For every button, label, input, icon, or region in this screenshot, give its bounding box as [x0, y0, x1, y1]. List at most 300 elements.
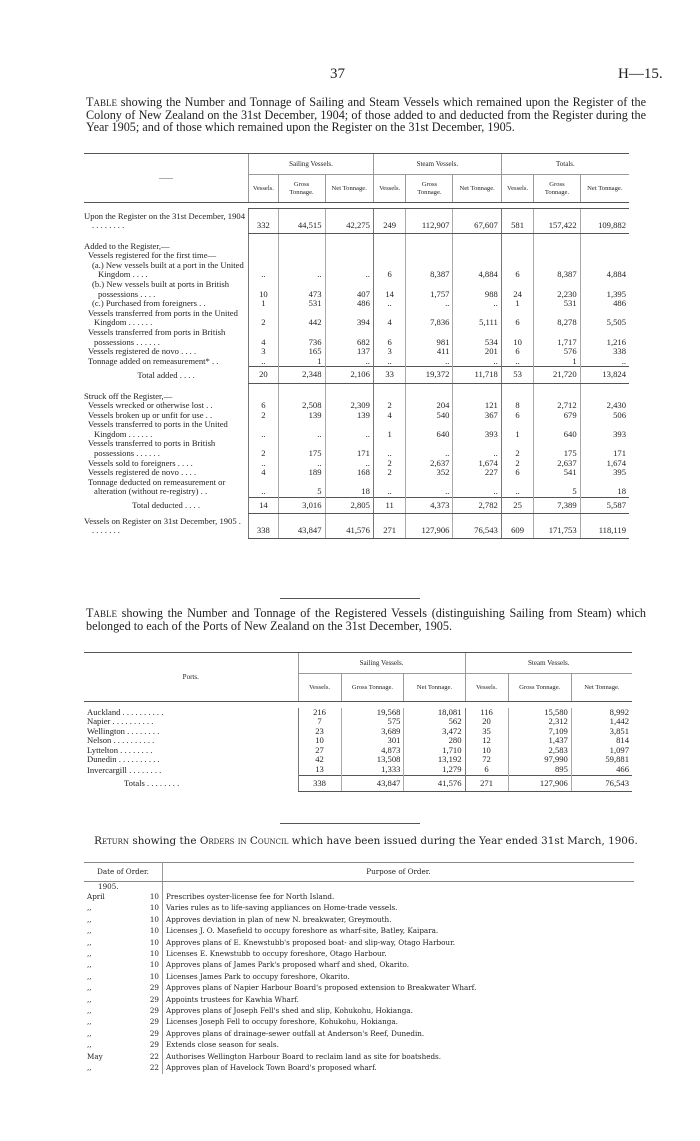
cell-value: 3,472 — [404, 727, 465, 737]
cell-value: 13,508 — [341, 755, 404, 765]
port-name: Lyttelton . . . . . . . . — [87, 744, 153, 755]
order-day: 29 — [132, 994, 162, 1005]
cell-value: 67,607 — [453, 209, 501, 234]
title-text: which have been issued during the Year ended 31st March, 1906. — [288, 835, 638, 847]
cell-value: 679 — [534, 411, 580, 421]
cell-value: 6 — [501, 261, 534, 280]
cell-value: 6 — [249, 401, 279, 411]
cell-value: 367 — [453, 411, 501, 421]
cell-value: 531 — [278, 299, 325, 309]
order-month: ,, — [87, 983, 92, 993]
cell-value — [373, 384, 406, 402]
cell-value: .. — [249, 261, 279, 280]
table3-title — [86, 835, 646, 848]
cell-value: 3,016 — [278, 497, 325, 514]
header-row — [84, 653, 632, 674]
order-day: 10 — [132, 914, 162, 925]
cell-value — [278, 251, 325, 261]
order-month: ,, — [87, 1006, 92, 1016]
order-purpose: Extends close season for seals. — [166, 1040, 279, 1050]
cell-value: 2,712 — [534, 401, 580, 411]
column-header: Vessels. — [501, 175, 534, 203]
cell-value: 116 — [465, 708, 508, 718]
cell-value: 4 — [373, 411, 406, 421]
cell-value: 338 — [580, 347, 629, 357]
cell-value: 204 — [406, 401, 453, 411]
order-day: 10 — [132, 925, 162, 936]
cell-value: 1 — [534, 357, 580, 367]
cell-value: 5,111 — [453, 309, 501, 328]
cell-value: 139 — [325, 411, 373, 421]
cell-value: 18 — [580, 478, 629, 497]
cell-value: .. — [278, 261, 325, 280]
cell-value — [249, 251, 279, 261]
cell-value: 4,373 — [406, 497, 453, 514]
row-label: Upon the Register on the 31st December, 1904 . . . . . . . . — [84, 210, 245, 231]
cell-value: 5,505 — [580, 309, 629, 328]
cell-value: .. — [406, 357, 453, 367]
ports-table — [84, 652, 632, 792]
row-label: (c.) Purchased from foreigners . . — [92, 298, 206, 309]
cell-value: 442 — [278, 309, 325, 328]
cell-value: 1,216 — [580, 328, 629, 347]
order-purpose: Licenses J. O. Masefield to occupy foreshore as wharf-site, Batley, Kaipara. — [166, 926, 439, 936]
order-purpose: Approves plan of Havelock Town Board's proposed wharf. — [166, 1063, 377, 1073]
table-row — [84, 367, 629, 384]
cell-value: 8,278 — [534, 309, 580, 328]
order-month: ,, — [87, 971, 92, 981]
table-row — [84, 261, 629, 280]
cell-value: 1 — [501, 299, 534, 309]
cell-value: 576 — [534, 347, 580, 357]
order-day: 29 — [132, 1005, 162, 1016]
orders-in-council-table — [84, 862, 634, 1074]
totals-row — [84, 775, 632, 792]
order-month: ,, — [87, 926, 92, 936]
cell-value: 3,689 — [341, 727, 404, 737]
order-month: ,, — [87, 914, 92, 924]
cell-value — [278, 234, 325, 252]
cell-value: 352 — [406, 468, 453, 478]
port-name: Napier . . . . . . . . . . — [87, 716, 154, 727]
cell-value: 486 — [580, 299, 629, 309]
cell-value: 175 — [534, 439, 580, 458]
port-name: Invercargill . . . . . . . . — [87, 764, 162, 775]
order-row — [84, 914, 634, 925]
cell-value: 2,430 — [580, 401, 629, 411]
cell-value — [453, 234, 501, 252]
table-row — [84, 478, 629, 497]
row-label: Vessels transferred to ports in the United Kingdom . . . . . . — [88, 419, 228, 439]
cell-value: 171 — [580, 439, 629, 458]
cell-value — [406, 234, 453, 252]
cell-value: 5,587 — [580, 497, 629, 514]
cell-value: 4,884 — [580, 261, 629, 280]
cell-value: 10 — [249, 280, 279, 299]
title-lead: Return — [94, 835, 130, 847]
cell-value: 486 — [325, 299, 373, 309]
cell-value: 1,674 — [453, 459, 501, 469]
cell-value: 393 — [580, 420, 629, 439]
order-day: 22 — [132, 1051, 162, 1062]
cell-value: 1 — [373, 420, 406, 439]
cell-value: 2,348 — [278, 367, 325, 384]
table-row — [84, 420, 629, 439]
cell-value: 1 — [501, 420, 534, 439]
cell-value: .. — [373, 439, 406, 458]
cell-value — [534, 251, 580, 261]
cell-value — [325, 251, 373, 261]
group-header: Sailing Vessels. — [298, 653, 465, 674]
cell-value — [501, 234, 534, 252]
cell-value — [325, 384, 373, 402]
cell-value: 506 — [580, 411, 629, 421]
cell-value: .. — [325, 357, 373, 367]
cell-value: 4 — [249, 468, 279, 478]
cell-value — [373, 251, 406, 261]
order-row — [84, 982, 634, 993]
cell-value: 534 — [453, 328, 501, 347]
order-day: 29 — [132, 1039, 162, 1050]
cell-value: 13,824 — [580, 367, 629, 384]
cell-value: 2,805 — [325, 497, 373, 514]
cell-value: 1 — [249, 299, 279, 309]
table-row — [84, 234, 629, 252]
cell-value — [249, 384, 279, 402]
order-purpose: Approves plans of E. Knewstubb's proposed boat- and slip-way, Otago Harbour. — [166, 937, 455, 947]
cell-value: .. — [373, 357, 406, 367]
title-lead: Table — [86, 606, 117, 620]
cell-value: 6 — [373, 328, 406, 347]
cell-value: 6 — [373, 261, 406, 280]
cell-value: 10 — [465, 746, 508, 756]
stub-header: —— — [84, 154, 249, 203]
cell-value: 76,543 — [571, 775, 632, 792]
cell-value: 23 — [298, 727, 341, 737]
cell-value: 10 — [501, 328, 534, 347]
cell-value: 1,442 — [571, 717, 632, 727]
cell-value: 35 — [465, 727, 508, 737]
cell-value: 575 — [341, 717, 404, 727]
cell-value: 19,568 — [341, 708, 404, 718]
document-reference: H—15. — [618, 66, 663, 82]
cell-value: .. — [278, 420, 325, 439]
cell-value — [501, 251, 534, 261]
cell-value: .. — [453, 439, 501, 458]
cell-value: .. — [249, 459, 279, 469]
column-header: Net Tonnage. — [404, 674, 465, 702]
cell-value: .. — [249, 357, 279, 367]
cell-value: 7,389 — [534, 497, 580, 514]
table-row — [84, 439, 629, 458]
group-header: Steam Vessels. — [465, 653, 632, 674]
cell-value: 3,851 — [571, 727, 632, 737]
cell-value: .. — [278, 459, 325, 469]
cell-value: 227 — [453, 468, 501, 478]
order-purpose: Licenses Joseph Fell to occupy foreshore, Kohukohu, Hokianga. — [166, 1017, 398, 1027]
cell-value: 3 — [249, 347, 279, 357]
cell-value: 271 — [373, 514, 406, 539]
cell-value: 540 — [406, 411, 453, 421]
cell-value: 10 — [298, 736, 341, 746]
cell-value: .. — [373, 299, 406, 309]
cell-value: 43,847 — [341, 775, 404, 792]
cell-value: 165 — [278, 347, 325, 357]
cell-value: 1,717 — [534, 328, 580, 347]
order-month: ,, — [87, 994, 92, 1004]
cell-value: 127,906 — [406, 514, 453, 539]
cell-value: .. — [406, 478, 453, 497]
cell-value: 988 — [453, 280, 501, 299]
cell-value: 216 — [298, 708, 341, 718]
cell-value: .. — [325, 420, 373, 439]
order-row — [84, 1051, 634, 1062]
row-label: Vessels on Register on 31st December, 1905 . . . . . . . . — [84, 515, 241, 536]
port-name: Wellington . . . . . . . . — [87, 725, 160, 736]
row-label: Tonnage deducted on remeasurement or alteration (without re-registry) . . — [88, 476, 226, 497]
cell-value — [373, 234, 406, 252]
cell-value: 24 — [501, 280, 534, 299]
cell-value — [406, 251, 453, 261]
cell-value: 112,907 — [406, 209, 453, 234]
cell-value: 1,333 — [341, 765, 404, 775]
table-row — [84, 328, 629, 347]
column-header: Gross Tonnage. — [341, 674, 404, 702]
order-day: 22 — [132, 1062, 162, 1073]
row-label: Vessels registered for the first time— — [88, 250, 217, 261]
cell-value: 1,437 — [508, 736, 571, 746]
cell-value: 2 — [501, 439, 534, 458]
cell-value — [278, 384, 325, 402]
row-label: Total deducted . . . . — [132, 500, 200, 511]
cell-value: 175 — [278, 439, 325, 458]
cell-value: 394 — [325, 309, 373, 328]
cell-value: 609 — [501, 514, 534, 539]
cell-value — [501, 384, 534, 402]
cell-value: 2,583 — [508, 746, 571, 756]
cell-value: 5 — [534, 478, 580, 497]
order-day: 10 — [132, 937, 162, 948]
order-row — [84, 959, 634, 970]
table-row — [84, 309, 629, 328]
column-header: Gross Tonnage. — [278, 175, 325, 203]
order-row — [84, 948, 634, 959]
cell-value: 4,873 — [341, 746, 404, 756]
order-row — [84, 891, 634, 902]
cell-value: 27 — [298, 746, 341, 756]
cell-value: 2,106 — [325, 367, 373, 384]
cell-value: 97,990 — [508, 755, 571, 765]
cell-value: 20 — [249, 367, 279, 384]
row-label: Added to the Register,— — [84, 240, 170, 251]
cell-value: 301 — [341, 736, 404, 746]
order-row — [84, 1005, 634, 1016]
cell-value: 249 — [373, 209, 406, 234]
cell-value: 1,674 — [580, 459, 629, 469]
order-row — [84, 902, 634, 913]
cell-value: .. — [453, 299, 501, 309]
cell-value: 41,576 — [325, 514, 373, 539]
cell-value: 44,515 — [278, 209, 325, 234]
order-day: 29 — [132, 1016, 162, 1027]
cell-value: 2,309 — [325, 401, 373, 411]
cell-value: 466 — [571, 765, 632, 775]
cell-value: 541 — [534, 468, 580, 478]
order-day: 10 — [132, 959, 162, 970]
cell-value: 7 — [298, 717, 341, 727]
order-row — [84, 994, 634, 1005]
cell-value: 2 — [249, 309, 279, 328]
cell-value: 121 — [453, 401, 501, 411]
cell-value: 682 — [325, 328, 373, 347]
cell-value: 1,757 — [406, 280, 453, 299]
cell-value: .. — [501, 478, 534, 497]
cell-value — [580, 384, 629, 402]
row-label: Vessels broken up or unfit for use . . — [88, 409, 213, 420]
cell-value: 2,782 — [453, 497, 501, 514]
cell-value: 53 — [501, 367, 534, 384]
order-month: April — [87, 892, 105, 901]
row-label: (b.) New vessels built at ports in British possessions . . . . — [92, 279, 230, 299]
cell-value: 8,387 — [406, 261, 453, 280]
cell-value: 562 — [404, 717, 465, 727]
cell-value: 736 — [278, 328, 325, 347]
order-purpose: Approves plans of drainage-sewer outfall at Anderson's Reef, Dunedin. — [166, 1028, 425, 1038]
year-row — [84, 882, 634, 892]
order-day: 10 — [132, 948, 162, 959]
cell-value: 981 — [406, 328, 453, 347]
order-purpose: Appoints trustees for Kawhia Wharf. — [166, 994, 299, 1004]
column-header: Net Tonnage. — [571, 674, 632, 702]
cell-value: 25 — [501, 497, 534, 514]
cell-value: 393 — [453, 420, 501, 439]
stub-header: Ports. — [84, 653, 298, 702]
order-purpose: Approves plans of James Park's proposed wharf and shed, Okarito. — [166, 960, 409, 970]
cell-value: 8,992 — [571, 708, 632, 718]
title-text: showing the Number and Tonnage of the Registered Vessels (distinguishing Sailing from Steam) which belonged to each of the Ports of New Zealand on the 31st December, 1905. — [86, 606, 646, 633]
row-label: Vessels transferred to ports in British possessions . . . . . . — [88, 438, 216, 459]
cell-value: 338 — [298, 775, 341, 792]
cell-value: 11 — [373, 497, 406, 514]
table-row — [84, 755, 632, 765]
cell-value — [534, 384, 580, 402]
cell-value: 14 — [249, 497, 279, 514]
cell-value — [453, 384, 501, 402]
cell-value: 581 — [501, 209, 534, 234]
order-month: ,, — [87, 1028, 92, 1038]
column-header: Vessels. — [249, 175, 279, 203]
cell-value: 11,718 — [453, 367, 501, 384]
cell-value: 6 — [465, 765, 508, 775]
cell-value: .. — [325, 459, 373, 469]
cell-value: 201 — [453, 347, 501, 357]
order-row — [84, 971, 634, 982]
cell-value: 157,422 — [534, 209, 580, 234]
cell-value: 1 — [278, 357, 325, 367]
row-label: Tonnage added on remeasurement* . . — [88, 356, 219, 367]
cell-value: 8,387 — [534, 261, 580, 280]
cell-value: 280 — [404, 736, 465, 746]
cell-value: 137 — [325, 347, 373, 357]
table-row — [84, 765, 632, 775]
cell-value: 3 — [373, 347, 406, 357]
cell-value: 43,847 — [278, 514, 325, 539]
cell-value: 7,109 — [508, 727, 571, 737]
cell-value: 21,720 — [534, 367, 580, 384]
table2-title — [86, 607, 646, 632]
cell-value: .. — [406, 439, 453, 458]
cell-value: 18 — [325, 478, 373, 497]
cell-value: 395 — [580, 468, 629, 478]
cell-value: 13,192 — [404, 755, 465, 765]
group-header: Steam Vessels. — [373, 154, 501, 175]
cell-value: 2,637 — [406, 459, 453, 469]
title-text-smallcaps: Orders in Council — [199, 835, 289, 847]
order-row — [84, 1016, 634, 1027]
cell-value: 4,884 — [453, 261, 501, 280]
order-day: 29 — [132, 982, 162, 993]
row-label: Vessels sold to foreigners . . . . — [88, 457, 193, 468]
cell-value: 189 — [278, 468, 325, 478]
purpose-header: Purpose of Order. — [163, 863, 635, 882]
port-name: Totals . . . . . . . . — [124, 778, 180, 789]
cell-value: 72 — [465, 755, 508, 765]
cell-value: 15,580 — [508, 708, 571, 718]
cell-value: 5 — [278, 478, 325, 497]
page-number: 37 — [330, 66, 345, 82]
cell-value: 271 — [465, 775, 508, 792]
cell-value: .. — [406, 299, 453, 309]
cell-value: 171 — [325, 439, 373, 458]
order-month: May — [87, 1051, 103, 1061]
cell-value — [406, 384, 453, 402]
column-header: Vessels. — [373, 175, 406, 203]
cell-value: 2 — [373, 459, 406, 469]
order-purpose: Licenses James Park to occupy foreshore, Okarito. — [166, 971, 350, 981]
order-month: ,, — [87, 1040, 92, 1050]
cell-value: 19,372 — [406, 367, 453, 384]
cell-value: 2,312 — [508, 717, 571, 727]
cell-value: 531 — [534, 299, 580, 309]
cell-value: 8 — [501, 401, 534, 411]
order-row — [84, 1062, 634, 1073]
cell-value: 338 — [249, 514, 279, 539]
cell-value: 1,710 — [404, 746, 465, 756]
order-purpose: Approves plans of Napier Harbour Board's proposed extension to Breakwater Wharf. — [166, 983, 477, 993]
cell-value: 14 — [373, 280, 406, 299]
cell-value — [534, 234, 580, 252]
order-month: ,, — [87, 960, 92, 970]
cell-value: 2,230 — [534, 280, 580, 299]
order-row — [84, 1039, 634, 1050]
column-header: Net Tonnage. — [580, 175, 629, 203]
cell-value: 4 — [373, 309, 406, 328]
cell-value: 20 — [465, 717, 508, 727]
table-row — [84, 384, 629, 402]
cell-value: 12 — [465, 736, 508, 746]
cell-value: 2 — [249, 439, 279, 458]
cell-value — [580, 234, 629, 252]
order-purpose: Approves deviation in plan of new N. breakwater, Greymouth. — [166, 914, 392, 924]
cell-value: 76,543 — [453, 514, 501, 539]
cell-value: 42 — [298, 755, 341, 765]
cell-value: 640 — [406, 420, 453, 439]
cell-value: .. — [580, 357, 629, 367]
year: 1905. — [84, 882, 163, 892]
order-row — [84, 1028, 634, 1039]
cell-value: 1,279 — [404, 765, 465, 775]
order-purpose: Varies rules as to life-saving appliances on Home-trade vessels. — [166, 903, 398, 913]
